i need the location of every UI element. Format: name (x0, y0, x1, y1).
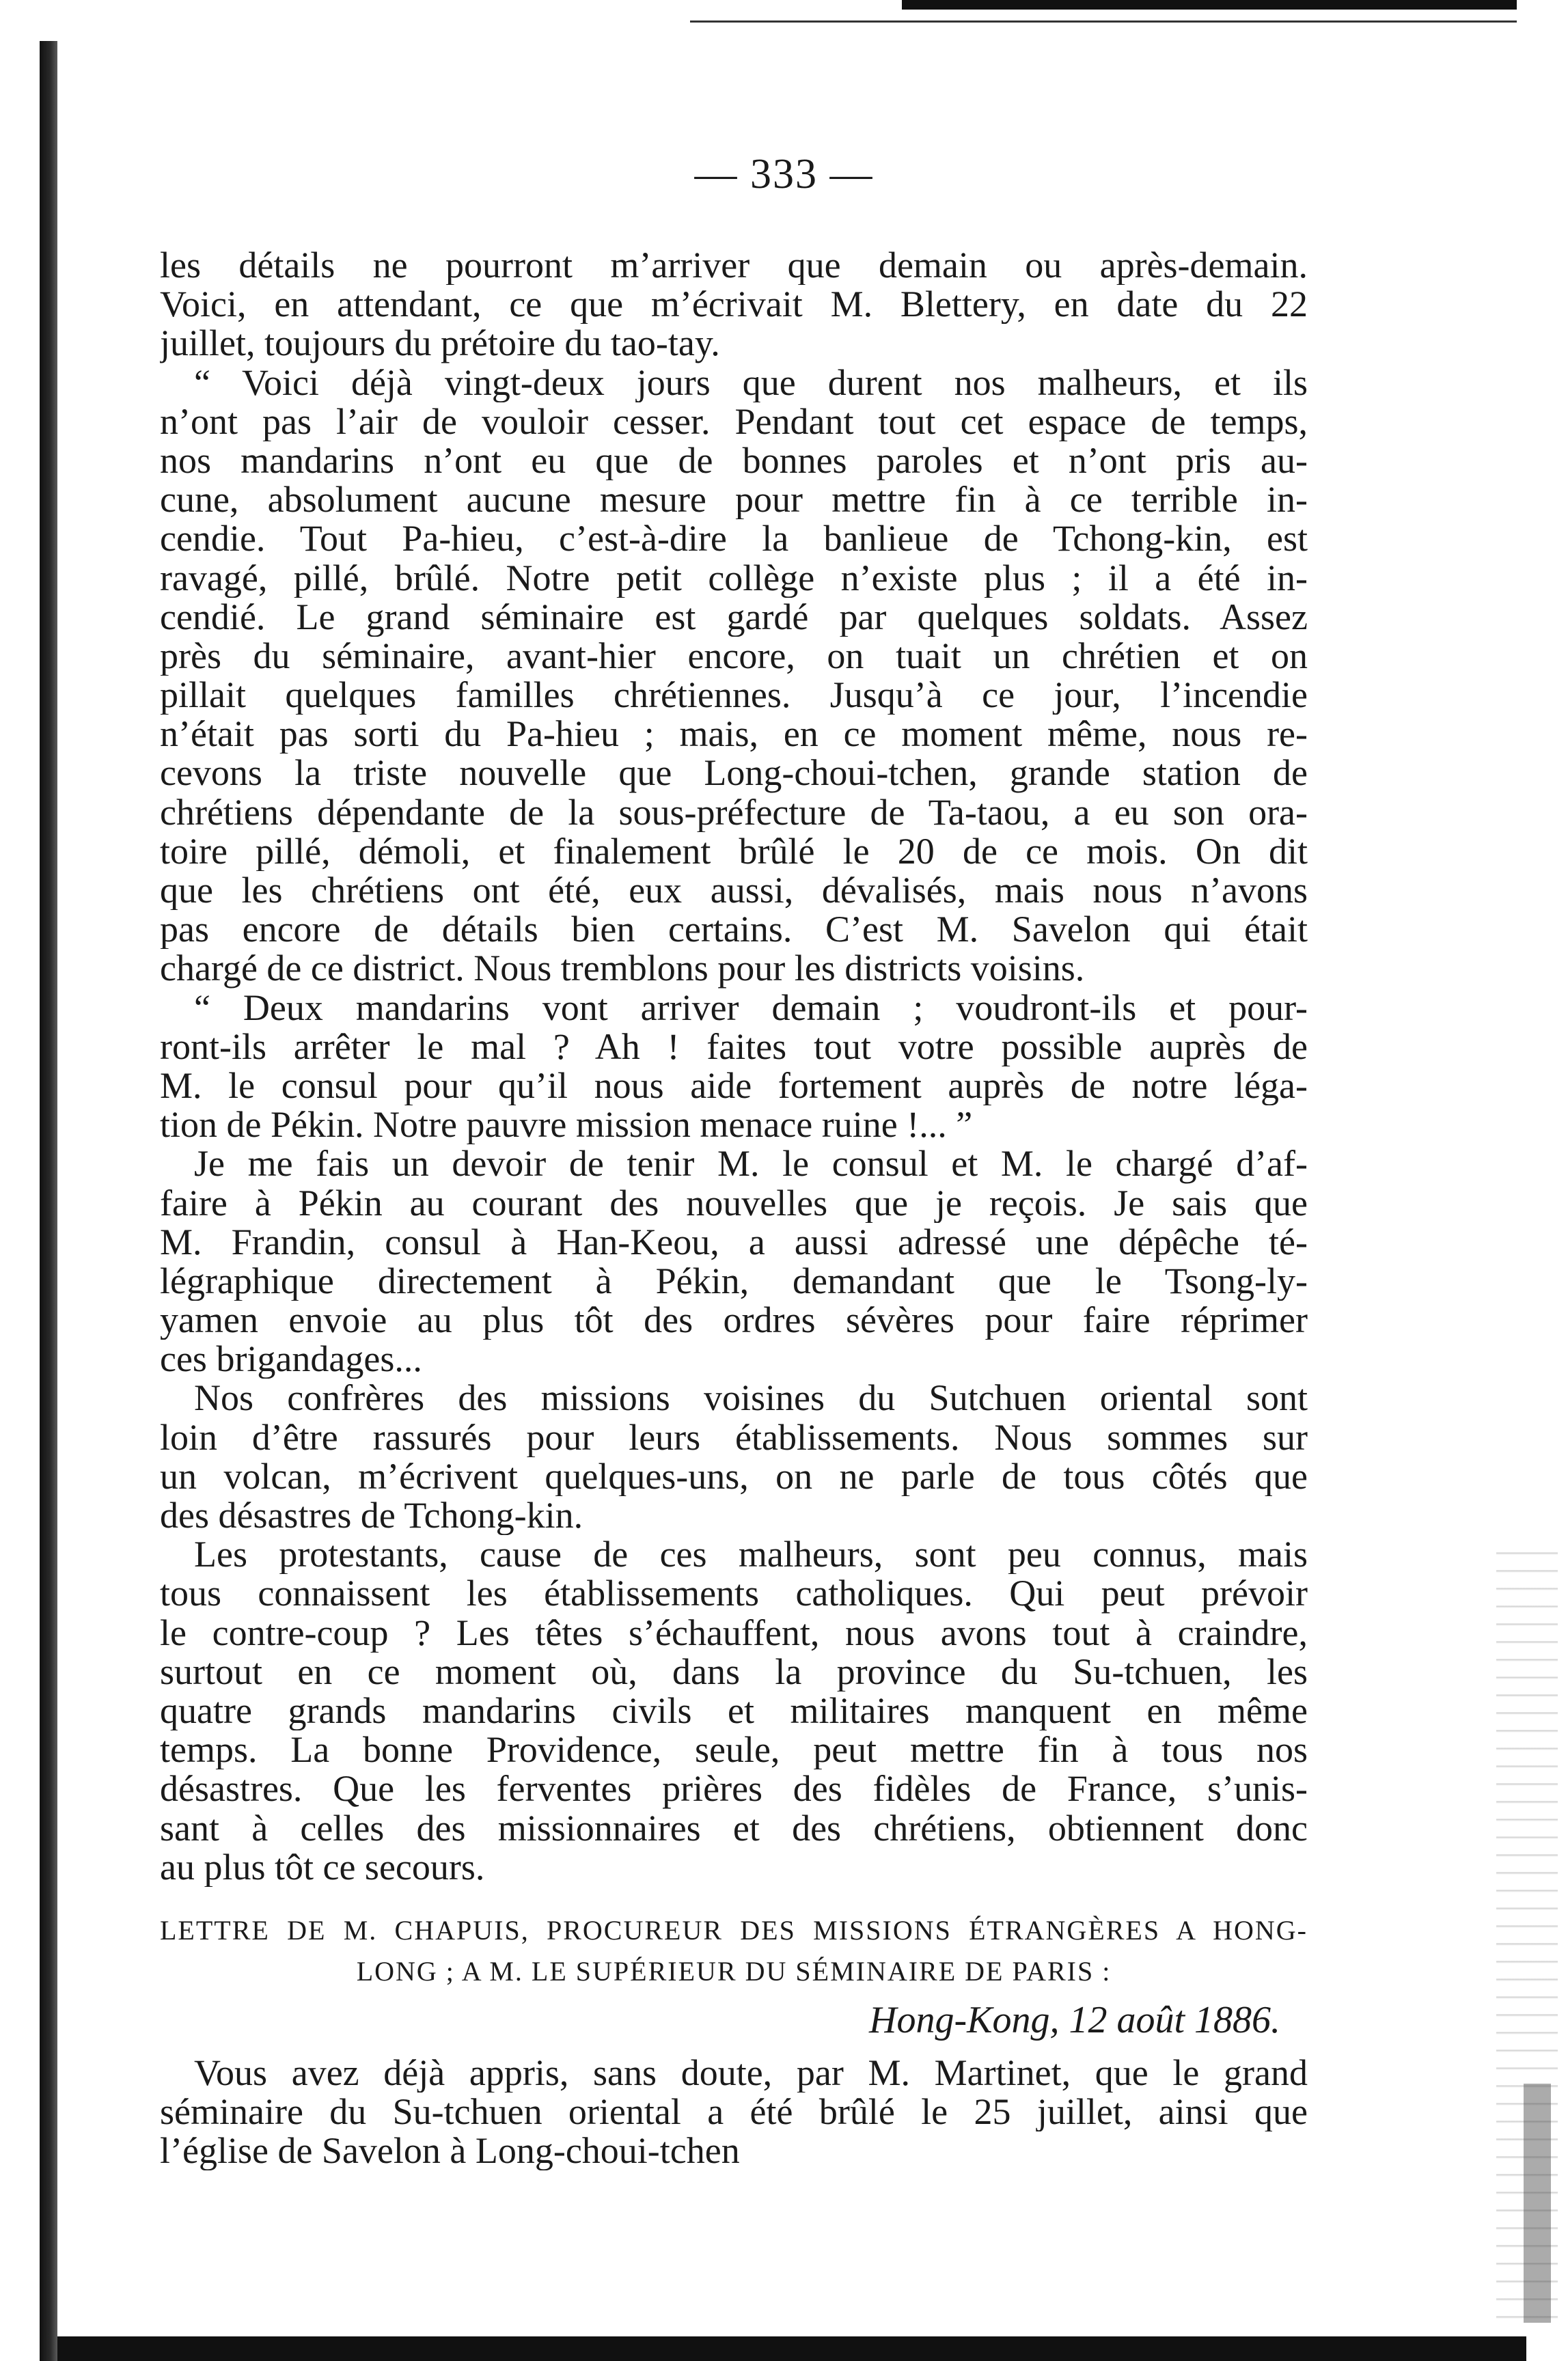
text-line: au plus tôt ce secours. (160, 1847, 485, 1887)
text-line: tion de Pékin. Notre pauvre mission menace ruine !... ” (160, 1105, 973, 1145)
text-line: près du séminaire, avant-hier encore, on tuait un chrétien et on (160, 636, 1308, 676)
text-line: M. Frandin, consul à Han-Keou, a aussi adressé une dépêche té- (160, 1222, 1308, 1262)
text-line: pas encore de détails bien certains. C’est M. Savelon qui était (160, 910, 1308, 950)
text-line: un volcan, m’écrivent quelques-uns, on ne parle de tous côtés que (160, 1456, 1308, 1496)
text-line: chargé de ce district. Nous tremblons pour les districts voisins. (160, 949, 1085, 989)
closing-text (160, 2054, 1308, 2171)
text-line: sant à celles des missionnaires et des chrétiens, obtiennent donc (160, 1808, 1308, 1848)
body-text (160, 246, 1308, 1887)
text-line: nos mandarins n’ont eu que de bonnes paroles et n’ont pris au- (160, 441, 1308, 481)
text-line: séminaire du Su-tchuen oriental a été brûlé le 25 juillet, ainsi que (160, 2093, 1308, 2132)
text-line: faire à Pékin au courant des nouvelles que je reçois. Je sais que (160, 1183, 1308, 1223)
text-line: cendié. Le grand séminaire est gardé par quelques soldats. Assez (160, 597, 1308, 637)
scan-top-rule (690, 20, 1517, 23)
text-line: ces brigandages... (160, 1340, 422, 1379)
text-line: Je me fais un devoir de tenir M. le consul et M. le chargé d’af- (194, 1144, 1308, 1184)
text-line: Vous avez déjà appris, sans doute, par M. Martinet, que le grand (194, 2053, 1308, 2093)
text-line: “ Deux mandarins vont arriver demain ; voudront-ils et pour- (194, 988, 1308, 1027)
letter-heading-line-2: LONG ; A M. LE SUPÉRIEUR DU SÉMINAIRE DE PARIS : (356, 1955, 1112, 1987)
text-line: cendie. Tout Pa-hieu, c’est-à-dire la banlieue de Tchong-kin, est (160, 519, 1308, 559)
dateline: Hong-Kong, 12 août 1886. (869, 1998, 1280, 2041)
text-line: loin d’être rassurés pour leurs établissements. Nous sommes sur (160, 1418, 1308, 1457)
text-line: tous connaissent les établissements catholiques. Qui peut prévoir (160, 1574, 1308, 1614)
text-line: n’ont pas l’air de vouloir cesser. Pendant tout cet espace de temps, (160, 402, 1308, 441)
scan-left-border (40, 41, 57, 2361)
text-line: Nos confrères des missions voisines du Sutchuen oriental sont (194, 1379, 1308, 1418)
text-line: ravagé, pillé, brûlé. Notre petit collège n’existe plus ; il a été in- (160, 558, 1308, 598)
text-line: quatre grands mandarins civils et militaires manquent en même (160, 1691, 1308, 1731)
scan-bottom-border (57, 2336, 1526, 2361)
text-line: toire pillé, démoli, et finalement brûlé le 20 de ce mois. On dit (160, 831, 1308, 871)
text-line: temps. La bonne Providence, seule, peut mettre fin à tous nos (160, 1730, 1308, 1770)
text-line: Les protestants, cause de ces malheurs, sont peu connus, mais (194, 1535, 1308, 1575)
text-line: l’église de Savelon à Long-choui-tchen (160, 2131, 740, 2171)
scan-top-border (902, 0, 1517, 10)
text-line: légraphique directement à Pékin, demandant que le Tsong-ly- (160, 1261, 1308, 1301)
text-line: cune, absolument aucune mesure pour mettre fin à ce terrible in- (160, 480, 1308, 520)
text-line: Voici, en attendant, ce que m’écrivait M. Blettery, en date du 22 (160, 285, 1308, 325)
letter-heading-line-1: LETTRE DE M. CHAPUIS, PROCUREUR DES MISSIONS ÉTRANGÈRES A HONG- (160, 1914, 1308, 1946)
text-line: ront-ils arrêter le mal ? Ah ! faites tout votre possible auprès de (160, 1027, 1308, 1066)
text-line: M. le consul pour qu’il nous aide fortement auprès de notre léga- (160, 1066, 1308, 1106)
text-line: juillet, toujours du prétoire du tao-tay. (160, 324, 720, 363)
text-line: désastres. Que les ferventes prières des fidèles de France, s’unis- (160, 1769, 1308, 1809)
text-line: cevons la triste nouvelle que Long-choui-tchen, grande station de (160, 754, 1308, 793)
text-line: “ Voici déjà vingt-deux jours que durent nos malheurs, et ils (194, 363, 1308, 402)
scan-right-noise-dark (1524, 2084, 1551, 2323)
text-line: que les chrétiens ont été, eux aussi, dévalisés, mais nous n’avons (160, 871, 1308, 911)
text-line: n’était pas sorti du Pa-hieu ; mais, en ce moment même, nous re- (160, 715, 1308, 754)
text-line: pillait quelques familles chrétiennes. Jusqu’à ce jour, l’incendie (160, 676, 1308, 715)
page-number: — 333 — (694, 151, 874, 197)
text-line: le contre-coup ? Les têtes s’échauffent, nous avons tout à craindre, (160, 1613, 1308, 1653)
page-body (160, 246, 1308, 2170)
text-line: les détails ne pourront m’arriver que demain ou après-demain. (160, 246, 1308, 286)
text-line: yamen envoie au plus tôt des ordres sévères pour faire réprimer (160, 1301, 1308, 1340)
text-line: surtout en ce moment où, dans la province du Su-tchuen, les (160, 1652, 1308, 1692)
text-line: des désastres de Tchong-kin. (160, 1496, 583, 1536)
text-line: chrétiens dépendante de la sous-préfecture de Ta-taou, a eu son ora- (160, 792, 1308, 832)
